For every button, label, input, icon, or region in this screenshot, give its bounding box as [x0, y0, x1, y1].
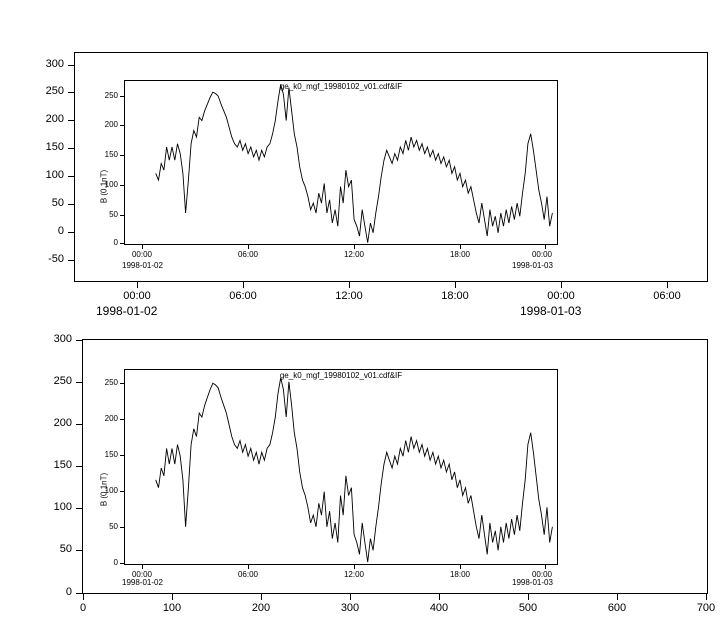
bottom-outer-ytick-0: 0 [65, 586, 72, 598]
top-outer-date-left: 1998-01-02 [96, 304, 158, 318]
bottom-inner-xtick-0000b: 00:00 [531, 570, 553, 579]
bottom-outer-xtick-100: 100 [162, 602, 182, 614]
top-outer-xtick-0000b: 00:00 [547, 290, 575, 302]
top-outer-ytick-150: 150 [45, 141, 64, 153]
top-inner-date-right: 1998-01-03 [512, 261, 553, 270]
top-inner-title: ge_k0_mgf_19980102_v01.cdf&IF [279, 82, 403, 91]
bottom-outer-xtick-500: 500 [518, 602, 538, 614]
bottom-inner-xtick-1200: 12:00 [343, 570, 365, 579]
top-inner-ytick-250: 250 [104, 91, 118, 100]
top-outer-xtick-1200: 12:00 [335, 290, 363, 302]
bottom-inner-ytick-150: 150 [104, 450, 118, 459]
bottom-outer-xtick-300: 300 [340, 602, 360, 614]
top-inner-xtick-1800: 18:00 [449, 250, 471, 259]
top-inner-xtick-0000b: 00:00 [531, 250, 553, 259]
bottom-outer-ytick-250: 250 [53, 375, 72, 387]
top-outer-ytick-neg50: -50 [48, 253, 64, 265]
top-outer-ytick-100: 100 [45, 169, 64, 181]
top-inner-xtick-0000a: 00:00 [131, 250, 153, 259]
top-inner-date-left: 1998-01-02 [122, 261, 163, 270]
bottom-inner-ytick-200: 200 [104, 414, 118, 423]
top-inner-series-svg [125, 81, 558, 245]
bottom-inner-date-left: 1998-01-02 [122, 578, 163, 587]
bottom-inner-xtick-0000a: 00:00 [131, 570, 153, 579]
bottom-inner-title: ge_k0_mgf_19980102_v01.cdf&IF [279, 371, 403, 380]
bottom-inner-series-svg [125, 370, 558, 565]
top-outer-ytick-250: 250 [45, 85, 64, 97]
top-outer-ytick-200: 200 [45, 113, 64, 125]
bottom-inner-xtick-1800: 18:00 [449, 570, 471, 579]
bottom-inner-plot-frame [124, 369, 558, 565]
bottom-outer-xtick-200: 200 [251, 602, 271, 614]
top-outer-xtick-0600b: 06:00 [653, 290, 681, 302]
top-inner-ytick-100: 100 [104, 180, 118, 189]
bottom-outer-ytick-200: 200 [53, 417, 72, 429]
bottom-outer-ytick-100: 100 [53, 501, 72, 513]
bottom-outer-ytick-300: 300 [53, 333, 72, 345]
top-inner-ytick-150: 150 [104, 150, 118, 159]
bottom-inner-ytick-50: 50 [109, 522, 118, 531]
top-inner-xtick-1200: 12:00 [343, 250, 365, 259]
bottom-inner-ytick-0: 0 [113, 558, 118, 567]
top-inner-ytick-200: 200 [104, 120, 118, 129]
top-outer-xtick-0000a: 00:00 [123, 290, 151, 302]
top-outer-xtick-1800: 18:00 [441, 290, 469, 302]
top-inner-plot-frame [124, 80, 558, 245]
bottom-outer-xtick-0: 0 [79, 602, 87, 614]
top-outer-xtick-0600a: 06:00 [229, 290, 257, 302]
bottom-inner-y-axis-title: B (0.1nT) [99, 472, 109, 507]
top-inner-ytick-50: 50 [109, 210, 118, 219]
top-inner-ytick-0: 0 [113, 238, 118, 247]
top-inner-xtick-0600: 06:00 [237, 250, 259, 259]
bottom-outer-ytick-150: 150 [53, 459, 72, 471]
top-outer-ytick-300: 300 [45, 58, 64, 70]
bottom-inner-date-right: 1998-01-03 [512, 578, 553, 587]
bottom-outer-xtick-400: 400 [429, 602, 449, 614]
bottom-inner-xtick-0600: 06:00 [237, 570, 259, 579]
top-outer-ytick-50: 50 [51, 197, 64, 209]
bottom-outer-xtick-600: 600 [607, 602, 627, 614]
top-outer-ytick-0: 0 [57, 225, 64, 237]
bottom-outer-xtick-700: 700 [696, 602, 716, 614]
bottom-panel [0, 325, 722, 639]
top-outer-date-right: 1998-01-03 [520, 304, 582, 318]
bottom-outer-ytick-50: 50 [59, 543, 72, 555]
bottom-inner-ytick-250: 250 [104, 378, 118, 387]
bottom-inner-ytick-100: 100 [104, 486, 118, 495]
top-inner-y-axis-title: B (0.1nT) [99, 169, 109, 204]
